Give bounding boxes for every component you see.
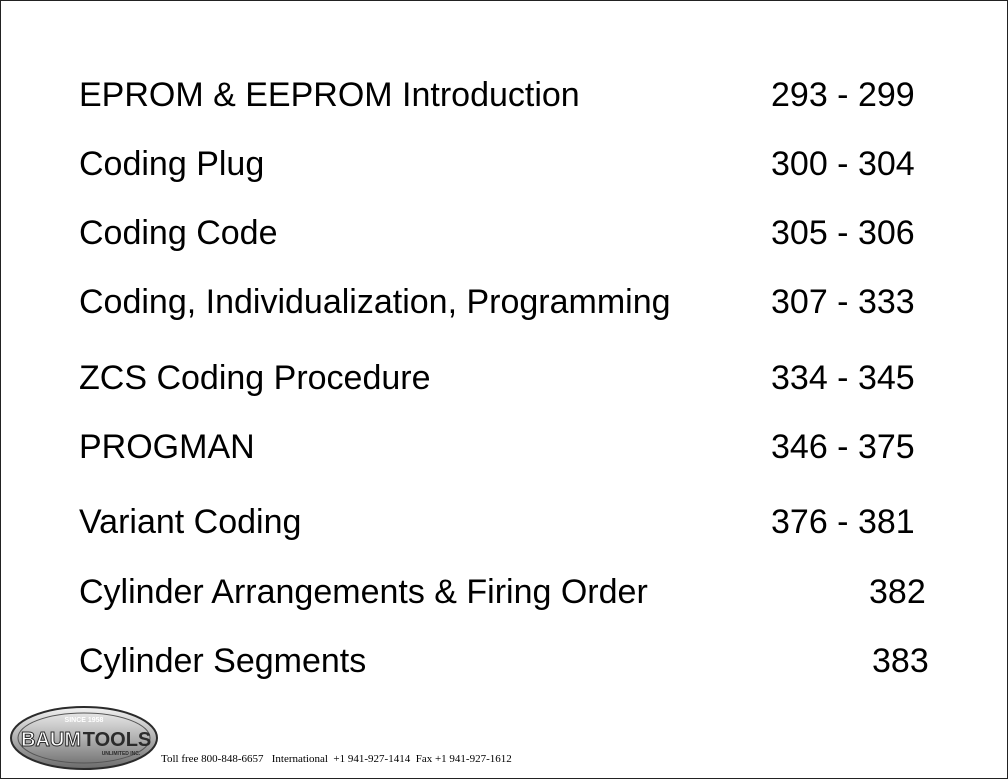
toc-entry-title: Variant Coding bbox=[79, 503, 302, 541]
toc-entry bbox=[79, 73, 939, 117]
toc-entry-title: Cylinder Segments bbox=[79, 642, 367, 680]
logo-tagline: SINCE 1958 bbox=[64, 717, 104, 724]
toc-entry bbox=[79, 280, 939, 324]
toc-entry bbox=[79, 639, 939, 683]
toc-entry bbox=[79, 142, 939, 186]
toc-entry-title: PROGMAN bbox=[79, 428, 255, 466]
toc-entry bbox=[79, 356, 939, 400]
contact-line: Toll free 800-848-6657 International +1 941-927-1414 Fax +1 941-927-1612 bbox=[161, 753, 512, 765]
toc-entry bbox=[79, 425, 939, 469]
toc-entry-title: Cylinder Arrangements & Firing Order bbox=[79, 573, 648, 611]
toc-entry bbox=[79, 570, 939, 614]
toc-entry bbox=[79, 500, 939, 544]
toc-entry-pages: 346 - 375 bbox=[771, 428, 915, 466]
toc-entry-title: ZCS Coding Procedure bbox=[79, 359, 431, 397]
toc-entry-pages: 300 - 304 bbox=[771, 145, 915, 183]
toc-entry-pages: 293 - 299 bbox=[771, 76, 915, 114]
toc-entry-pages: 307 - 333 bbox=[771, 283, 915, 321]
toc-entry-pages: 334 - 345 bbox=[771, 359, 915, 397]
baum-tools-logo bbox=[9, 705, 159, 771]
toc-entry-title: Coding, Individualization, Programming bbox=[79, 283, 671, 321]
logo-brand-right: TOOLS bbox=[82, 729, 152, 751]
toc-entry-title: Coding Plug bbox=[79, 145, 265, 183]
logo-subline: UNLIMITED INC. bbox=[101, 751, 141, 757]
logo-icon bbox=[9, 705, 159, 771]
logo-brand-left: BAUM bbox=[21, 729, 81, 751]
toc-entry-pages: 376 - 381 bbox=[771, 503, 915, 541]
toc-entry-pages: 383 bbox=[872, 642, 929, 680]
toc-entry-pages: 382 bbox=[869, 573, 926, 611]
toc-entry-pages: 305 - 306 bbox=[771, 214, 915, 252]
toc-entry-title: Coding Code bbox=[79, 214, 278, 252]
toc-entry bbox=[79, 211, 939, 255]
toc-entry-title: EPROM & EEPROM Introduction bbox=[79, 76, 580, 114]
